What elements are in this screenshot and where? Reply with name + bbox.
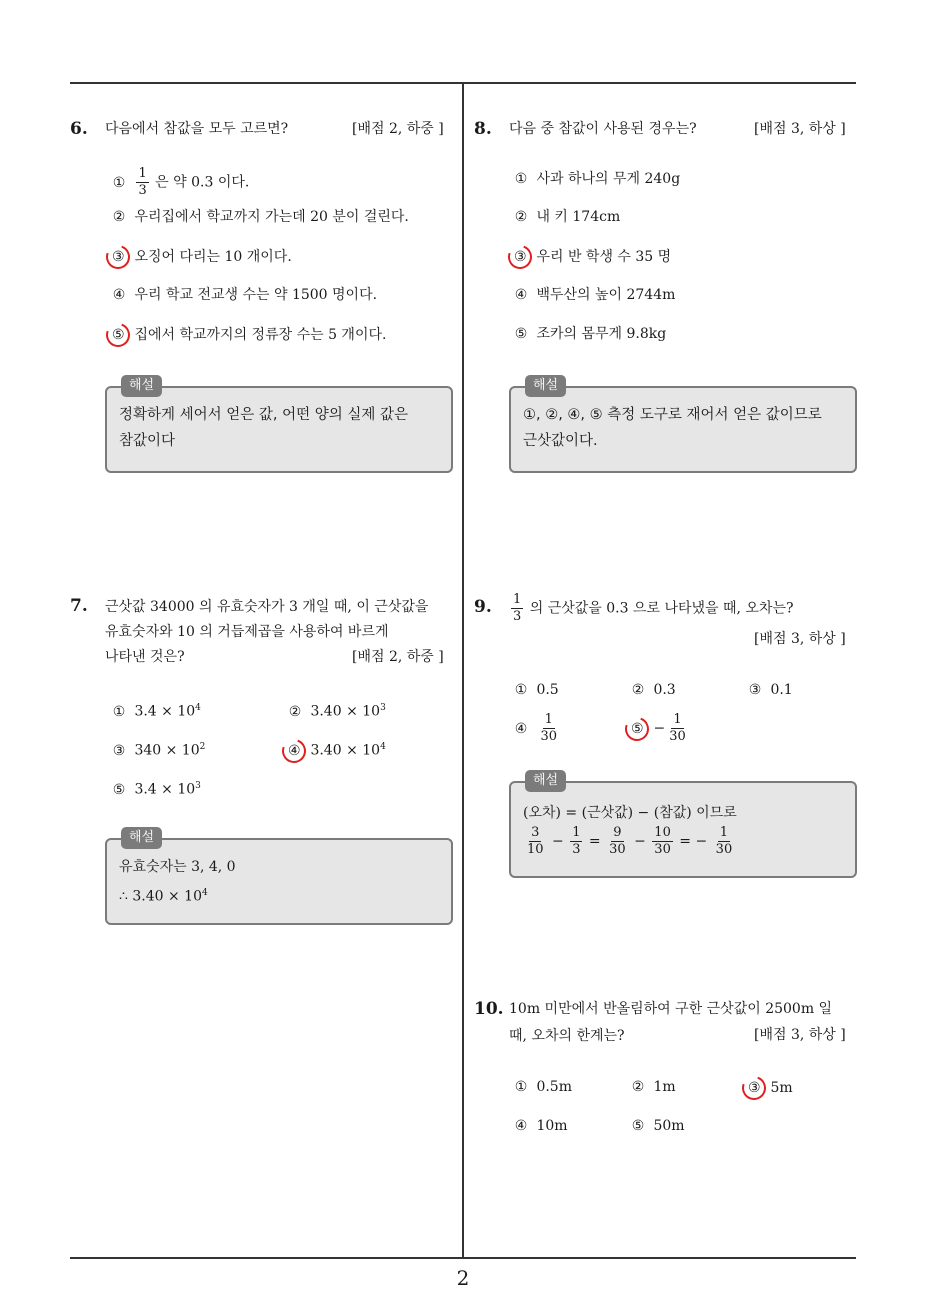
question-text: 다음 중 참값이 사용된 경우는? [509, 121, 697, 137]
option-mark: ⑤ [514, 326, 528, 342]
option-mark: ④ [514, 287, 528, 303]
option-text: 내 키 174cm [536, 209, 621, 225]
option-2[interactable] [284, 697, 386, 723]
option-5[interactable] [510, 323, 666, 345]
option-mark: ② [631, 1079, 645, 1095]
option-text: 조카의 몸무게 9.8kg [536, 326, 667, 342]
answer-circle-mark: ③ [102, 241, 134, 273]
exponent: 4 [201, 888, 208, 898]
option-5[interactable] [108, 323, 386, 347]
fraction-denominator: 30 [669, 729, 686, 744]
exponent: 3 [195, 781, 201, 791]
option-mark: ④ [514, 1118, 528, 1134]
question-line: 때, 오차의 한계는? [509, 1028, 625, 1044]
option-mark: ③ [112, 742, 126, 759]
option-mark: ④ [514, 720, 528, 737]
explanation-equation: $\frac{3}{10}$ − $\frac{1}{3}$ = $\frac{9}{30}$ − $\frac{10}{30}$ = − $\frac{1}{30}$ [527, 825, 733, 857]
question-text: $\frac{1}{3}$ 의 근삿값을 0.3 으로 나타냈을 때, 오차는? [513, 592, 794, 624]
option-mark: ① [514, 1079, 528, 1095]
option-mark: ① [112, 174, 126, 191]
option-1[interactable] [108, 697, 201, 723]
option-text: 0.5m [536, 1079, 572, 1095]
option-5[interactable] [108, 775, 201, 801]
option-mark: ② [514, 209, 528, 225]
fraction [538, 712, 559, 745]
option-4[interactable] [510, 712, 561, 745]
option-2[interactable] [627, 679, 676, 701]
option-mark: ④ [112, 287, 126, 303]
explanation-line: ∴ $3.40 \times 10^4$ [119, 888, 208, 905]
question-line: 나타낸 것은? [105, 649, 185, 665]
option-5[interactable] [627, 1115, 685, 1137]
option-3[interactable] [108, 736, 205, 762]
option-text: 1m [653, 1079, 676, 1095]
fraction [511, 592, 523, 625]
option-mark: ① [514, 171, 528, 187]
option-4[interactable] [284, 736, 386, 763]
explanation-box [105, 378, 453, 473]
explanation-line: 유효숫자는 3, 4, 0 [119, 859, 236, 875]
fraction-denominator: 30 [540, 729, 557, 744]
answer-circle-mark: ⑤ [621, 713, 653, 745]
explanation-line: (오차) = (근삿값) − (참값) 이므로 [523, 805, 737, 821]
option-1[interactable] [510, 679, 559, 701]
option-1[interactable] [510, 1076, 572, 1098]
exponent: 4 [195, 703, 201, 713]
option-text: 오징어 다리는 10 개이다. [134, 249, 292, 265]
exponent: 4 [380, 742, 386, 752]
option-text: 10m [536, 1118, 568, 1134]
fraction-numerator: 1 [138, 166, 147, 181]
option-text: 50m [653, 1118, 685, 1134]
option-text: 은 약 0.3 이다. [150, 174, 250, 191]
option-text: 우리집에서 학교까지 가는데 20 분이 걸린다. [134, 209, 409, 225]
question-meta: [배점 3, 하상 ] [754, 121, 846, 137]
explanation-tag: 해설 [525, 770, 566, 792]
option-5[interactable] [627, 712, 690, 745]
question-line: 10m 미만에서 반올림하여 구한 근삿값이 2500m 일 [509, 1001, 833, 1017]
option-mark: ③ [748, 682, 762, 698]
option-mark: ① [112, 703, 126, 720]
explanation-line: ①, ②, ④, ⑤ 측정 도구로 재어서 얻은 값이므로 [523, 407, 822, 423]
option-2[interactable] [510, 206, 620, 228]
option-4[interactable] [510, 1115, 568, 1137]
explanation-line: 근삿값이다. [523, 433, 598, 449]
explanation-tag: 해설 [525, 375, 566, 397]
option-text: 0.3 [653, 682, 676, 698]
question-text: 다음에서 참값을 모두 고르면? [105, 121, 289, 137]
option-1[interactable] [510, 168, 680, 190]
question-9 [474, 592, 859, 651]
exponent: 3 [380, 703, 386, 713]
question-meta: [배점 2, 하중 ] [352, 121, 444, 137]
question-number: 10. [474, 999, 504, 1019]
fraction-denominator: 3 [138, 183, 147, 198]
bottom-rule [70, 1257, 856, 1259]
answer-circle-mark: ③ [504, 241, 536, 273]
answer-circle-mark: ③ [738, 1072, 770, 1104]
column-divider [462, 84, 464, 1258]
fraction-numerator: 1 [544, 712, 553, 727]
option-text: 우리 학교 전교생 수는 약 1500 명이다. [134, 287, 378, 303]
explanation-box [509, 378, 857, 473]
option-text: 340 × 10 [134, 742, 200, 759]
option-text: 집에서 학교까지의 정류장 수는 5 개이다. [134, 327, 387, 343]
option-3[interactable] [108, 245, 292, 269]
option-mark: ⑤ [631, 1118, 645, 1134]
option-mark: ⑤ [112, 781, 126, 798]
minus-sign: − [653, 720, 666, 737]
explanation-tag: 해설 [121, 375, 162, 397]
question-meta: [배점 2, 하중 ] [352, 649, 444, 665]
option-text: 3.4 × 10 [134, 781, 196, 798]
option-mark: ① [514, 682, 528, 698]
option-text: 3.40 × 10 [310, 742, 381, 759]
fraction-numerator: 1 [673, 712, 682, 727]
option-1[interactable] [108, 166, 249, 199]
question-meta: [배점 3, 하상 ] [754, 1027, 846, 1043]
fraction-numerator: 1 [513, 592, 522, 607]
exponent: 2 [199, 742, 206, 752]
question-10 [474, 998, 859, 1053]
option-mark: ② [112, 209, 126, 225]
page-number: 2 [456, 1266, 470, 1290]
option-4[interactable] [510, 284, 675, 306]
option-text: 3.40 × 10 [310, 703, 381, 720]
question-7 [70, 595, 455, 670]
option-text: 사과 하나의 무게 240g [536, 171, 681, 187]
fraction [667, 712, 688, 745]
explanation-tag: 해설 [121, 827, 162, 849]
option-2[interactable] [108, 206, 409, 228]
option-text: 5m [770, 1080, 793, 1096]
option-text: 0.1 [770, 682, 793, 698]
option-2[interactable] [627, 1076, 676, 1098]
question-line: 근삿값 34000 의 유효숫자가 3 개일 때, 이 근삿값을 [105, 599, 429, 615]
fraction [136, 166, 148, 199]
answer-circle-mark: ④ [278, 735, 310, 767]
option-3[interactable] [744, 1076, 793, 1100]
option-mark: ② [631, 682, 645, 698]
question-meta: [배점 3, 하상 ] [754, 631, 846, 647]
answer-circle-mark: ⑤ [102, 319, 134, 351]
question-line: 유효숫자와 10 의 거듭제곱을 사용하여 바르게 [105, 624, 389, 640]
explanation-box [509, 773, 857, 878]
option-4[interactable] [108, 284, 377, 306]
option-mark: ② [288, 703, 302, 720]
explanation-box [105, 830, 453, 925]
question-number: 7. [70, 596, 88, 616]
explanation-line: 참값이다 [119, 433, 176, 449]
question-number: 9. [474, 597, 492, 617]
option-text: 백두산의 높이 2744m [536, 287, 676, 303]
question-number: 8. [474, 119, 492, 139]
question-number: 6. [70, 119, 88, 139]
explanation-line: 정확하게 세어서 얻은 값, 어떤 양의 실제 값은 [119, 407, 408, 423]
fraction-denominator: 3 [513, 609, 522, 624]
option-text: 3.4 × 10 [134, 703, 196, 720]
option-text: 0.5 [536, 682, 559, 698]
option-3[interactable] [744, 679, 793, 701]
option-3[interactable] [510, 245, 671, 269]
option-text: 우리 반 학생 수 35 명 [536, 249, 672, 265]
